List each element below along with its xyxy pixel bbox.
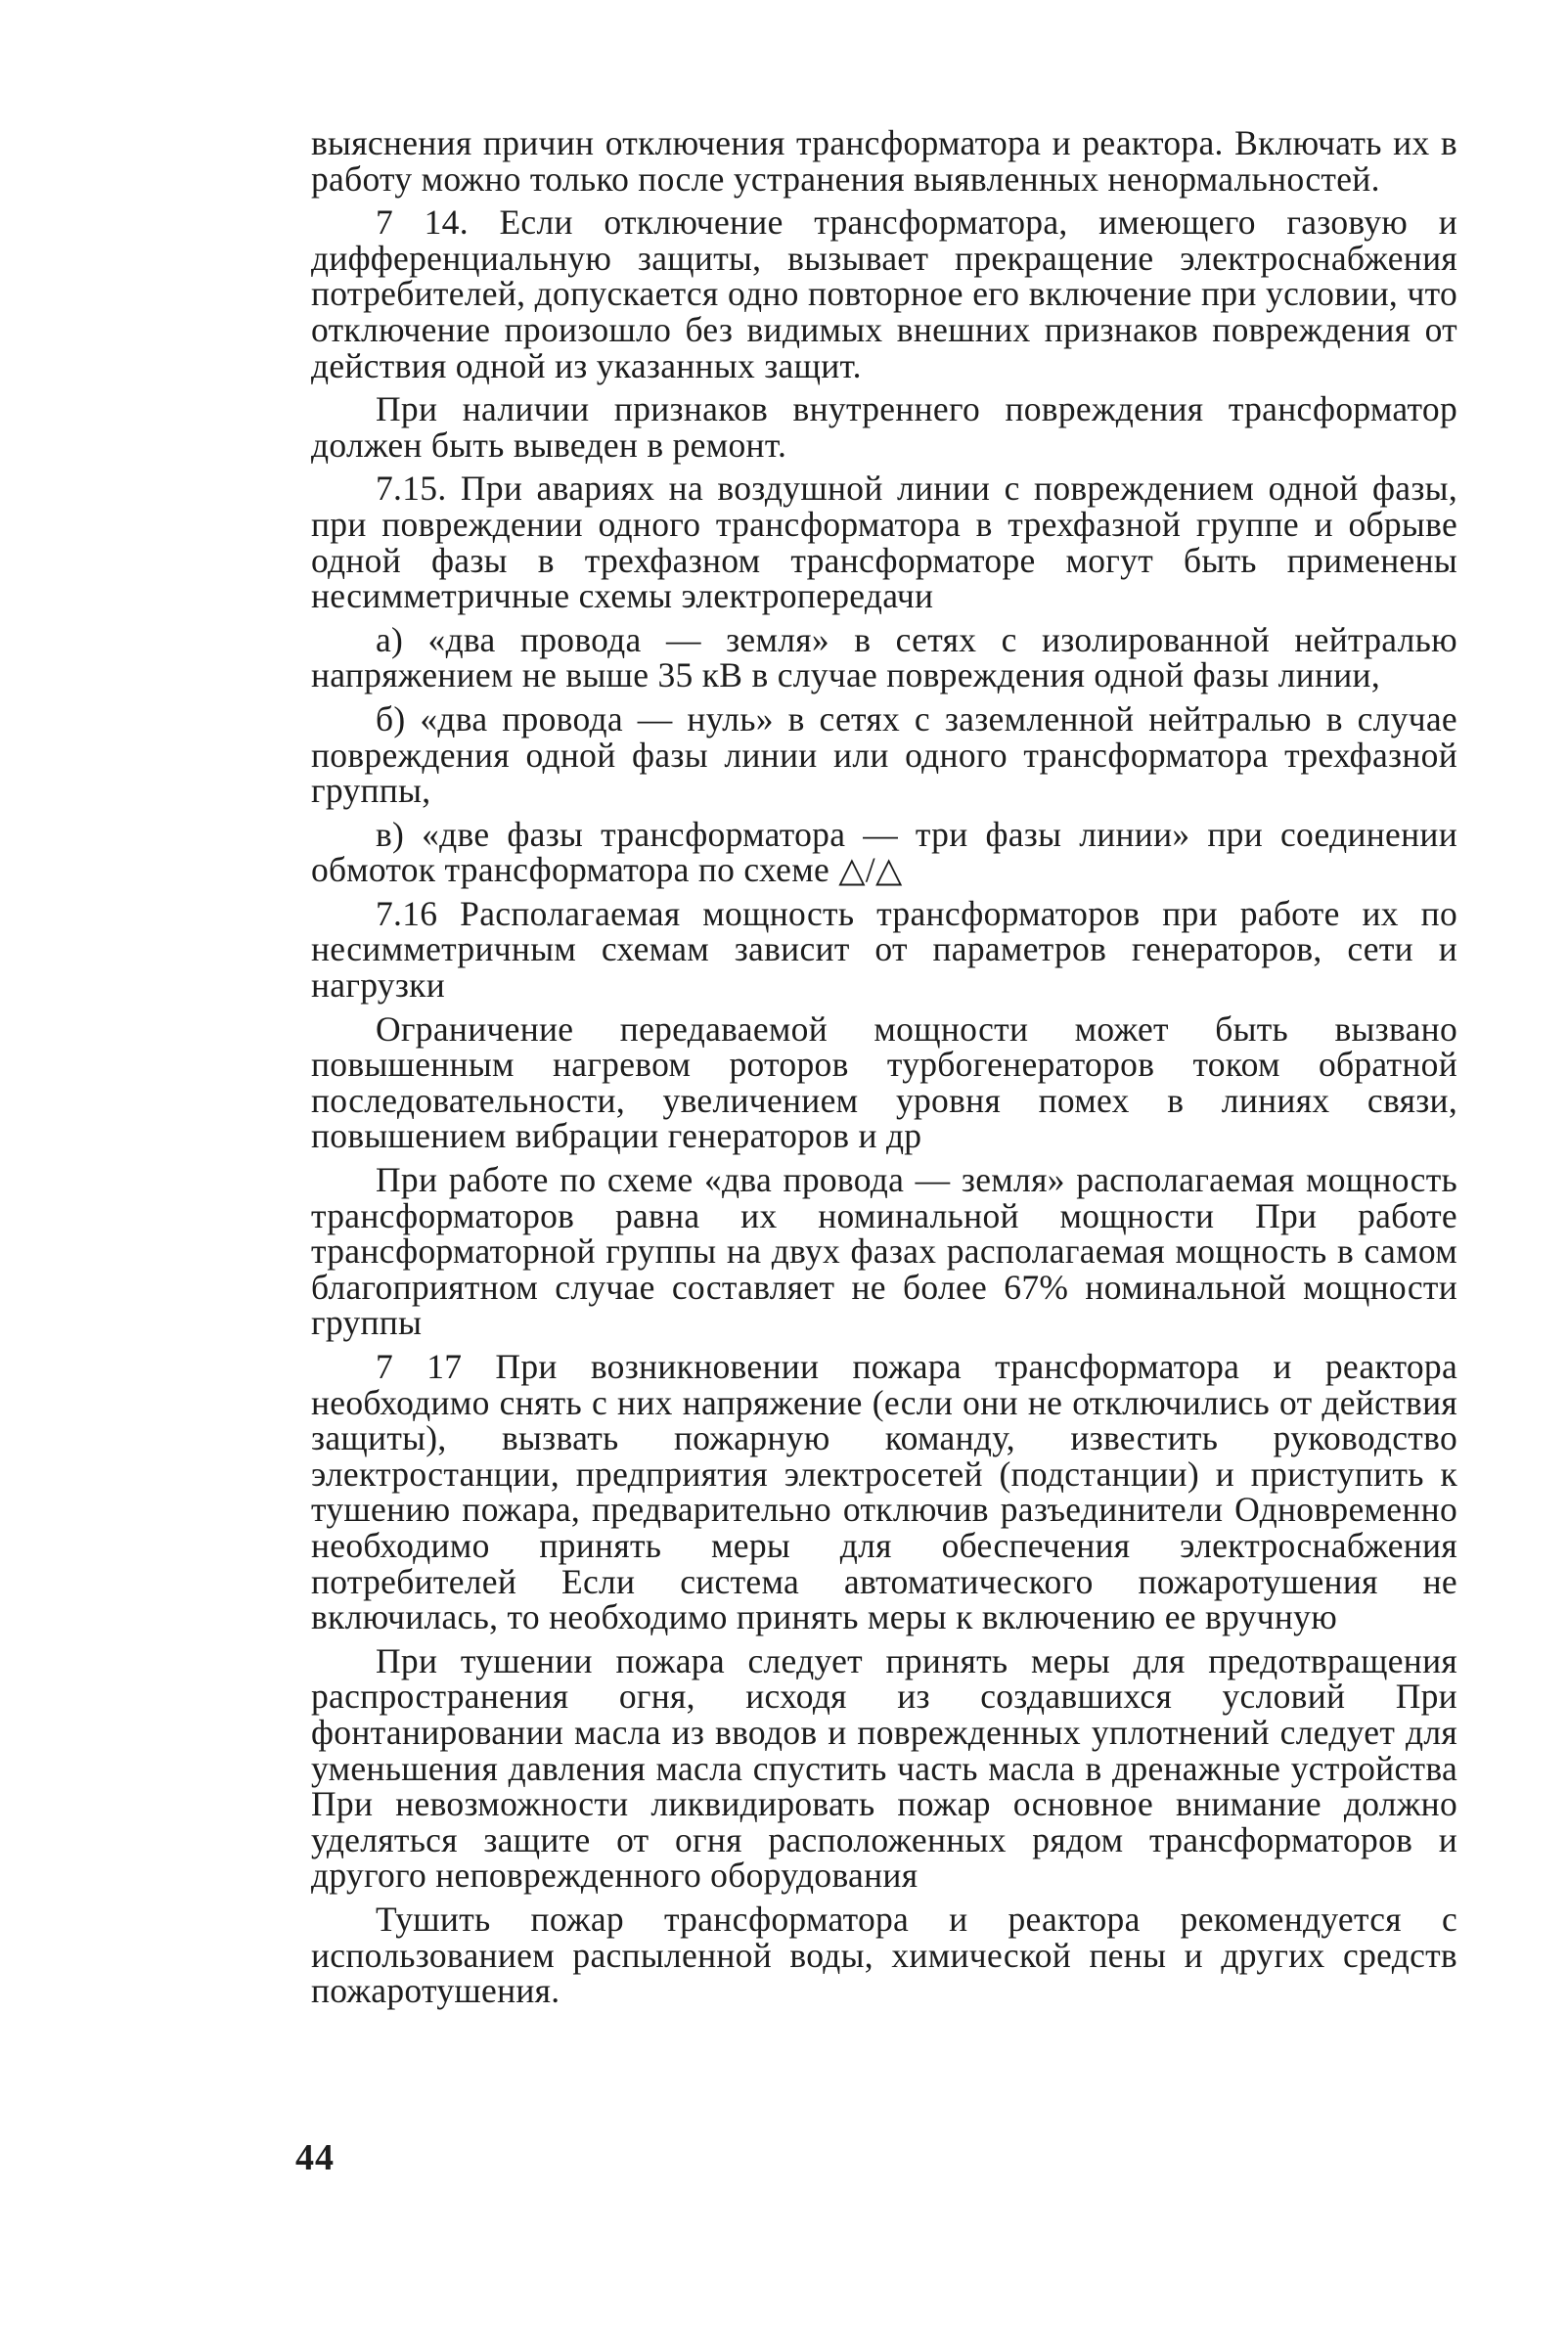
page-number: 44 bbox=[295, 2137, 335, 2178]
paragraph-7-14: 7 14. Если отключение трансформатора, имеющего газовую и дифференциальную защиты, вызывает прекращение электроснабжения потребителей, допускается одно повторное его включение при условии, что отключение произошло без видимых внешних признаков повреждения от действия одной из указанных защит. bbox=[311, 202, 1457, 385]
paragraph-two-wire-earth: При работе по схеме «два провода — земля» располагаемая мощность трансформаторов равна их номинальной мощности При работе трансформаторной группы на двух фазах располагаемая мощность в самом благоприятном случае составляет не более 67% номинальной мощности группы bbox=[311, 1160, 1457, 1343]
paragraph-fire-spread: При тушении пожара следует принять меры для предотвращения распространения огня, исходя из создавшихся условий При фонтанировании масла из вводов и поврежденных уплотнений следует для уменьшения давления масла спустить часть масла в дренажные устройства При невозможности ликвидировать пожар основное внимание должно уделяться защите от огня расположенных рядом трансформаторов и другого неповрежденного оборудования bbox=[311, 1640, 1457, 1896]
paragraph-extinguish: Тушить пожар трансформатора и реактора рекомендуется с использованием распыленной воды, химической пены и других средств пожаротушения. bbox=[311, 1899, 1457, 2011]
list-item-b: б) «два провода — нуль» в сетях с заземленной нейтралью в случае повреждения одной фазы линии или одного трансформатора трехфазной группы, bbox=[311, 698, 1457, 811]
paragraph-7-17: 7 17 При возникновении пожара трансформатора и реактора необходимо снять с них напряжение (если они не отключились от действия защиты), вызвать пожарную команду, известить руководство электростанции, предприятия электросетей (подстанции) и приступить к тушению пожара, предварительно отключив разъединители Одновременно необходимо принять меры для обеспечения электроснабжения потребителей Если система автоматического пожаротушения не включилась, то необходимо принять меры к включению ее вручную bbox=[311, 1347, 1457, 1637]
page-body bbox=[311, 125, 1457, 2017]
list-item-a: а) «два провода — земля» в сетях с изолированной нейтралью напряжением не выше 35 кВ в случае повреждения одной фазы линии, bbox=[311, 619, 1457, 695]
list-item-v: в) «две фазы трансформатора — три фазы линии» при соединении обмоток трансформатора по схеме △/△ bbox=[311, 814, 1457, 890]
paragraph-continuation: выяснения причин отключения трансформатора и реактора. Включать их в работу можно только после устранения выявленных ненормальностей. bbox=[311, 123, 1457, 199]
paragraph-7-16: 7.16 Располагаемая мощность трансформаторов при работе их по несимметричным схемам зависит от параметров генераторов, сети и нагрузки bbox=[311, 893, 1457, 1006]
paragraph-7-15: 7.15. При авариях на воздушной линии с повреждением одной фазы, при повреждении одного трансформатора в трехфазной группе и обрыве одной фазы в трехфазном трансформаторе могут быть применены несимметричные схемы электропередачи bbox=[311, 469, 1457, 616]
paragraph-power-limit: Ограничение передаваемой мощности может быть вызвано повышенным нагревом роторов турбогенераторов током обратной последовательности, увеличением уровня помех в линиях связи, повышением вибрации генераторов и др bbox=[311, 1008, 1457, 1156]
paragraph-internal-damage: При наличии признаков внутреннего повреждения трансформатор должен быть выведен в ремонт. bbox=[311, 389, 1457, 465]
